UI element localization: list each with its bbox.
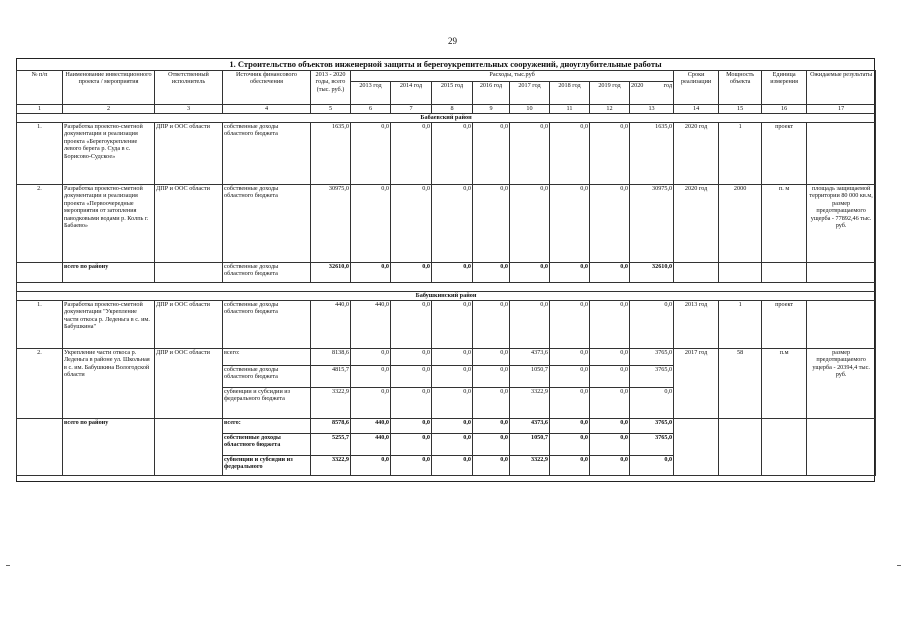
row-source: собственные доходы областного бюджета [223,185,311,263]
column-number: 1 [17,105,63,114]
column-number: 6 [351,105,391,114]
header-year-2018: 2018 год [550,82,590,105]
row-2013: 440,0 [351,301,391,349]
row-2013: 0,0 [351,388,391,419]
row-2019: 0,0 [590,456,630,476]
row-2014: 0,0 [391,456,432,476]
header-executor: Ответственный исполнитель [155,71,223,105]
row-result [807,123,876,185]
row-2019: 0,0 [590,123,630,185]
row-2014: 0,0 [391,349,432,366]
row-capacity: 1 [719,301,762,349]
row-unit: п. м [762,185,807,263]
header-term: Сроки реализации [674,71,719,105]
row-2020: 32610,0 [630,263,674,283]
header-source: Источник финансового обеспечения [223,71,311,105]
row-2014: 0,0 [391,301,432,349]
row-2020: 0,0 [630,388,674,419]
row-total: 30975,0 [311,185,351,263]
row-unit: п.м [762,349,807,419]
row-2013: 0,0 [351,349,391,366]
row-unit: проект [762,301,807,349]
header-year-2020 [630,82,674,105]
row-source: собственные доходы областного бюджета [223,301,311,349]
row-2015: 0,0 [432,263,473,283]
row-term: 2020 год [674,123,719,185]
header-year-2020-number: 2020 [631,82,644,89]
header-year-2014: 2014 год [391,82,432,105]
row-total: 8138,6 [311,349,351,366]
row-2013: 440,0 [351,434,391,456]
row-source: собственные доходы областного бюджета [223,263,311,283]
row-total: 5255,7 [311,434,351,456]
row-2015: 0,0 [432,349,473,366]
column-number: 5 [311,105,351,114]
row-2017: 4373,6 [510,419,550,434]
row-capacity: 2000 [719,185,762,263]
row-2014: 0,0 [391,388,432,419]
row-2019: 0,0 [590,185,630,263]
row-name: Разработка проектно-сметной документации и реализация проекта «Первоочередные мероприятия от затопления паводковыми водами р. Колпь г. Бабаево» [63,185,155,263]
row-2016: 0,0 [473,263,510,283]
row-2017: 3322,9 [510,388,550,419]
row-capacity: 58 [719,349,762,419]
header-year-2013: 2013 год [351,82,391,105]
row-2015: 0,0 [432,419,473,434]
row-2018: 0,0 [550,263,590,283]
row-2020: 3765,0 [630,419,674,434]
row-source: собственные доходы областного бюджета [223,434,311,456]
column-number: 15 [719,105,762,114]
row-source: всего: [223,419,311,434]
investment-table [16,70,876,476]
row-2020: 0,0 [630,456,674,476]
row-total: 8578,6 [311,419,351,434]
table-row [17,301,876,349]
row-name: Разработка проектно-сметной документации и реализация проекта «Берегоукрепление левого берега р. Суда в с. Борисово-Судское» [63,123,155,185]
row-2019: 0,0 [590,366,630,388]
section-babaevo: Бабаевский район [17,114,876,123]
row-2016: 0,0 [473,456,510,476]
margin-mark [6,565,10,566]
row-term: 2017 год [674,349,719,419]
row-2017: 4373,6 [510,349,550,366]
header-year-2019: 2019 год [590,82,630,105]
row-2016: 0,0 [473,185,510,263]
row-executor: ДПР и ООС области [155,123,223,185]
table-row-total [17,263,876,283]
header-year-2015: 2015 год [432,82,473,105]
row-2013: 0,0 [351,263,391,283]
row-2019: 0,0 [590,301,630,349]
column-number: 8 [432,105,473,114]
column-number: 4 [223,105,311,114]
row-2015: 0,0 [432,301,473,349]
row-2018: 0,0 [550,434,590,456]
row-2018: 0,0 [550,349,590,366]
row-2014: 0,0 [391,419,432,434]
header-unit: Единица измерения [762,71,807,105]
row-total-label: всего по району [63,263,155,283]
row-2016: 0,0 [473,301,510,349]
row-2019: 0,0 [590,419,630,434]
column-number: 17 [807,105,876,114]
row-unit: проект [762,123,807,185]
row-num: 2. [17,349,63,419]
row-name: Разработка проектно-сметной документации "Укрепление части откоса р. Леденьга в с. им. Бабушкина" [63,301,155,349]
row-executor: ДПР и ООС области [155,301,223,349]
row-source: собственные доходы областного бюджета [223,366,311,388]
row-2013: 440,0 [351,419,391,434]
row-total: 3322,9 [311,388,351,419]
row-2017: 0,0 [510,263,550,283]
header-year-2020-label: год [663,82,673,89]
column-number: 13 [630,105,674,114]
row-2017: 1050,7 [510,366,550,388]
row-executor: ДПР и ООС области [155,185,223,263]
table-row [17,123,876,185]
row-2018: 0,0 [550,301,590,349]
column-number: 9 [473,105,510,114]
row-2015: 0,0 [432,185,473,263]
row-2017: 0,0 [510,185,550,263]
row-2017: 0,0 [510,301,550,349]
row-2018: 0,0 [550,366,590,388]
row-source: всего: [223,349,311,366]
header-expenses: Расходы, тыс.руб [351,71,674,82]
row-2015: 0,0 [432,388,473,419]
row-2016: 0,0 [473,349,510,366]
row-2015: 0,0 [432,366,473,388]
column-number: 7 [391,105,432,114]
row-result: площадь защищаемой территории 80 000 кв.м, размер предотвращаемого ущерба - 77892,46 тыс. руб. [807,185,876,263]
header-year-2017: 2017 год [510,82,550,105]
row-term: 2020 год [674,185,719,263]
row-2013: 0,0 [351,366,391,388]
row-2019: 0,0 [590,263,630,283]
table-title: 1. Строительство объектов инженерной защиты и берегоукрепительных сооружений, дноуглубительные работы [17,59,874,71]
row-2020: 3765,0 [630,366,674,388]
row-2015: 0,0 [432,456,473,476]
row-2016: 0,0 [473,388,510,419]
row-2015: 0,0 [432,123,473,185]
header-year-2016: 2016 год [473,82,510,105]
table-row-total [17,419,876,434]
row-2017: 1050,7 [510,434,550,456]
row-name: Укрепление части откоса р. Леденьга в районе ул. Школьная в с. им. Бабушкина Вологодской области [63,349,155,419]
row-source: субвенции и субсидии из федерального бюджета [223,388,311,419]
column-number: 12 [590,105,630,114]
row-result: размер предотвращаемого ущерба - 20394,4 тыс. руб. [807,349,876,419]
row-2016: 0,0 [473,366,510,388]
margin-mark [897,565,901,566]
row-2019: 0,0 [590,349,630,366]
row-2013: 0,0 [351,185,391,263]
row-source: субвенции и субсидии из федерального [223,456,311,476]
row-2015: 0,0 [432,434,473,456]
row-total: 4815,7 [311,366,351,388]
row-num: 1. [17,301,63,349]
header-capacity: Мощность объекта [719,71,762,105]
row-2019: 0,0 [590,388,630,419]
row-2020: 3765,0 [630,434,674,456]
column-number: 10 [510,105,550,114]
column-number-row [17,105,876,114]
header-name: Наименование инвестиционного проекта / мероприятия [63,71,155,105]
row-2018: 0,0 [550,419,590,434]
row-total: 32610,0 [311,263,351,283]
header-num: № п/п [17,71,63,105]
row-total: 3322,9 [311,456,351,476]
row-2016: 0,0 [473,123,510,185]
row-2020: 0,0 [630,301,674,349]
row-num: 1. [17,123,63,185]
row-2020: 3765,0 [630,349,674,366]
row-2019: 0,0 [590,434,630,456]
column-number: 16 [762,105,807,114]
column-number: 2 [63,105,155,114]
row-term: 2013 год [674,301,719,349]
row-2014: 0,0 [391,366,432,388]
row-2014: 0,0 [391,263,432,283]
row-2016: 0,0 [473,419,510,434]
row-2017: 3322,9 [510,456,550,476]
page-number: 29 [448,36,457,46]
row-2018: 0,0 [550,123,590,185]
row-result [807,301,876,349]
column-number: 3 [155,105,223,114]
row-2013: 0,0 [351,123,391,185]
section-babushkino: Бабушкинский район [17,292,876,301]
table-row [17,185,876,263]
row-2020: 1635,0 [630,123,674,185]
row-2018: 0,0 [550,456,590,476]
column-number: 14 [674,105,719,114]
row-num: 2. [17,185,63,263]
row-total: 440,0 [311,301,351,349]
row-2014: 0,0 [391,185,432,263]
row-2018: 0,0 [550,388,590,419]
row-2017: 0,0 [510,123,550,185]
row-total-label: всего по району [63,419,155,476]
row-executor: ДПР и ООС области [155,349,223,419]
row-2014: 0,0 [391,434,432,456]
row-source: собственные доходы областного бюджета [223,123,311,185]
row-2014: 0,0 [391,123,432,185]
row-2013: 0,0 [351,456,391,476]
row-2020: 30975,0 [630,185,674,263]
header-results: Ожидаемые результаты [807,71,876,105]
table-row [17,349,876,366]
row-2016: 0,0 [473,434,510,456]
row-2018: 0,0 [550,185,590,263]
header-total: 2013 - 2020 годы, всего (тыс. руб.) [311,71,351,105]
row-capacity: 1 [719,123,762,185]
column-number: 11 [550,105,590,114]
row-total: 1635,0 [311,123,351,185]
